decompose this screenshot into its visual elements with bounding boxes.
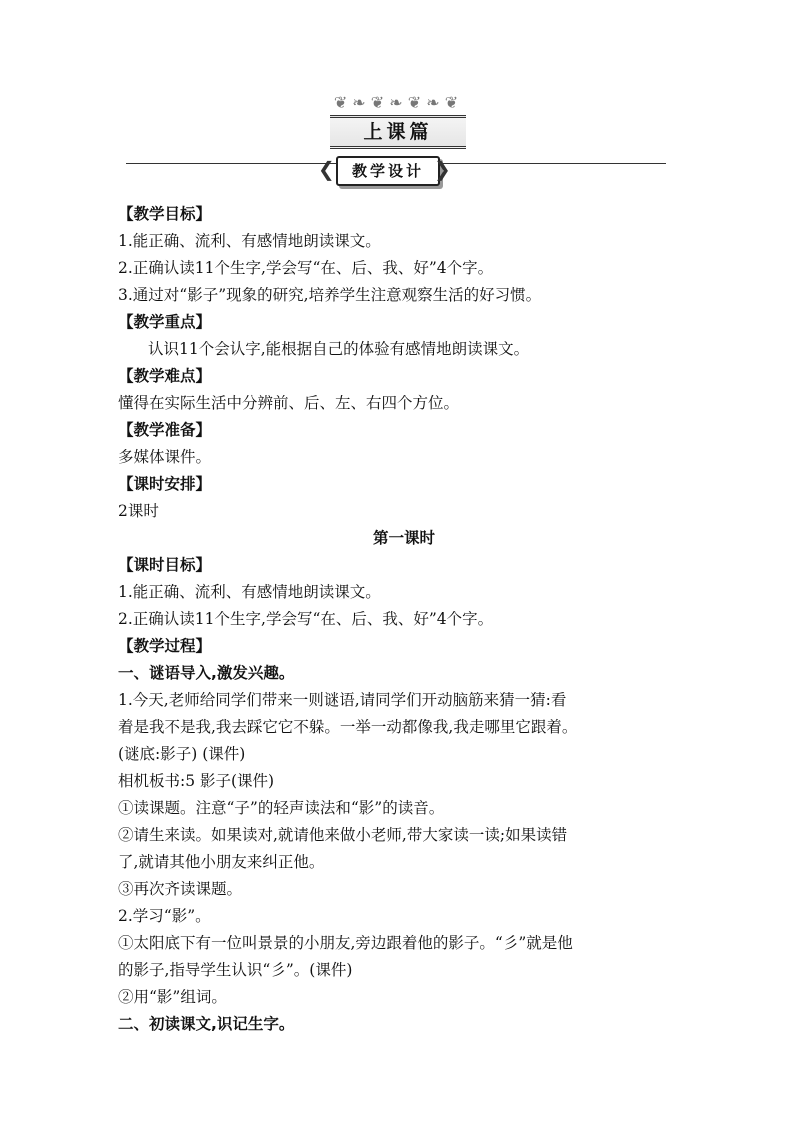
page-header xyxy=(0,0,794,200)
body-line: 多媒体课件。 xyxy=(118,448,212,466)
body-line: ②请生来读。如果读对,就请他来做小老师,带大家读一读;如果读错 xyxy=(118,826,568,844)
lesson-one-title: 第一课时 xyxy=(372,529,435,547)
body-line: 1.今天,老师给同学们带来一则谜语,请同学们开动脑筋来猜一猜:看 xyxy=(118,691,567,709)
heading-lesson-goals: 【课时目标】 xyxy=(118,556,212,574)
body-line: 2.学习“影”。 xyxy=(118,907,211,925)
heading-schedule: 【课时安排】 xyxy=(118,475,212,493)
body-line: (谜底:影子) (课件) xyxy=(118,745,246,763)
body-line: 懂得在实际生活中分辨前、后、左、右四个方位。 xyxy=(118,394,460,412)
chapter-title-box xyxy=(330,115,466,149)
flourish-left-icon: ❮ xyxy=(318,157,335,181)
section-tab-label: 教学设计 xyxy=(351,162,424,180)
body-line: 相机板书:5 影子(课件) xyxy=(118,772,275,790)
body-line: ②用“影”组词。 xyxy=(118,988,227,1006)
body-line: 2.正确认读11个生字,学会写“在、后、我、好”4个字。 xyxy=(118,610,494,628)
section-tab xyxy=(336,156,440,186)
body-line: 1.能正确、流利、有感情地朗读课文。 xyxy=(118,232,381,250)
step-two-title: 二、初读课文,识记生字。 xyxy=(118,1015,295,1033)
body-line: 2.正确认读11个生字,学会写“在、后、我、好”4个字。 xyxy=(118,259,494,277)
ornament-decoration: ❦ ❧ ❦ ❧ ❦ ❧ ❦ xyxy=(333,93,459,112)
lesson-body xyxy=(118,201,690,1038)
heading-key-points: 【教学重点】 xyxy=(118,313,212,331)
flourish-right-icon: ❯ xyxy=(434,157,451,181)
body-line: 3.通过对“影子”现象的研究,培养学生注意观察生活的好习惯。 xyxy=(118,286,542,304)
body-line: 认识11个会认字,能根据自己的体验有感情地朗读课文。 xyxy=(148,340,530,358)
heading-process: 【教学过程】 xyxy=(118,637,212,655)
heading-preparation: 【教学准备】 xyxy=(118,421,212,439)
body-line: 着是我不是我,我去踩它它不躲。一举一动都像我,我走哪里它跟着。 xyxy=(118,718,578,736)
body-line: 的影子,指导学生认识“彡”。(课件) xyxy=(118,961,353,979)
step-one-title: 一、谜语导入,激发兴趣。 xyxy=(118,664,295,682)
body-line: 1.能正确、流利、有感情地朗读课文。 xyxy=(118,583,381,601)
heading-difficulties: 【教学难点】 xyxy=(118,367,212,385)
body-line: ①太阳底下有一位叫景景的小朋友,旁边跟着他的影子。“彡”就是他 xyxy=(118,934,573,952)
body-line: ③再次齐读课题。 xyxy=(118,880,243,898)
body-line: 2课时 xyxy=(118,502,159,520)
heading-teaching-goals: 【教学目标】 xyxy=(118,205,212,223)
chapter-title: 上课篇 xyxy=(363,121,433,143)
body-line: ①读课题。注意“子”的轻声读法和“影”的读音。 xyxy=(118,799,445,817)
body-line: 了,就请其他小朋友来纠正他。 xyxy=(118,853,325,871)
